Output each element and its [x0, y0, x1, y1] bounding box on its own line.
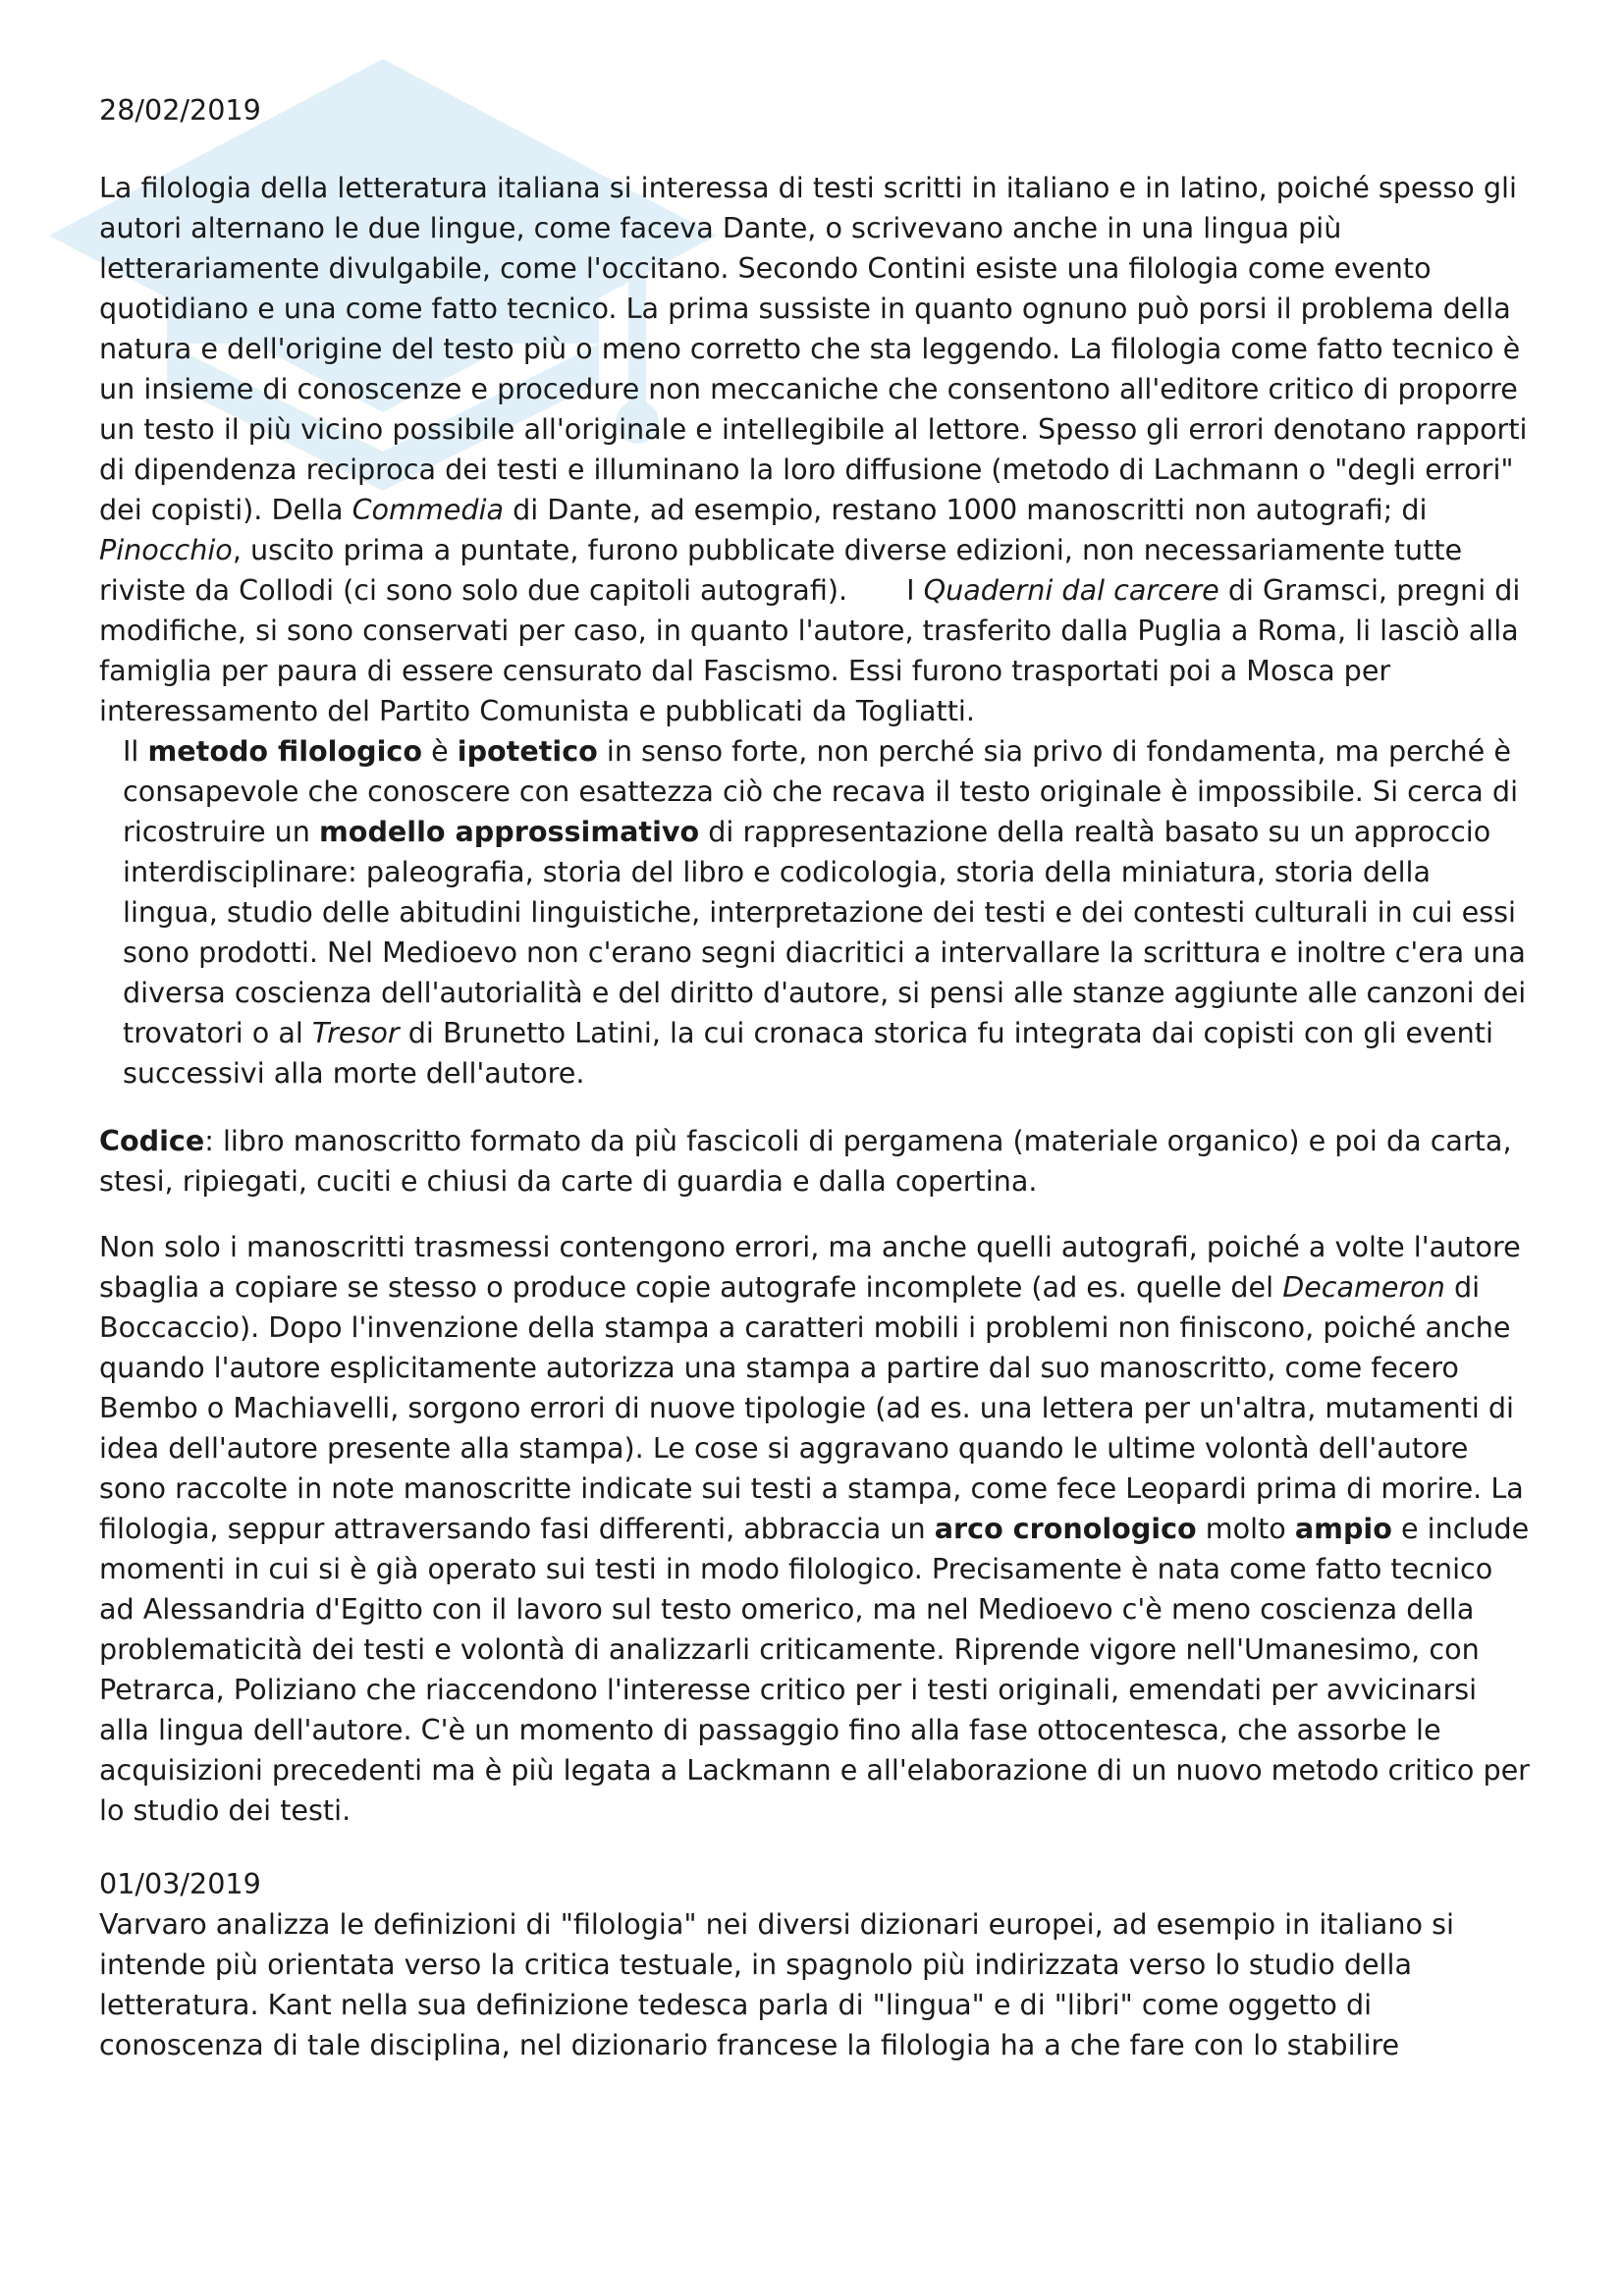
term-metodo-filologico: metodo filologico — [147, 734, 422, 768]
term-arco-cronologico: arco cronologico — [934, 1512, 1197, 1545]
term-ampio: ampio — [1294, 1512, 1392, 1545]
term-ipotetico: ipotetico — [457, 734, 598, 768]
term-codice: Codice — [99, 1124, 205, 1157]
date-heading: 01/03/2019 — [99, 1867, 261, 1900]
title-commedia: Commedia — [352, 493, 504, 526]
paragraph-intro: La filologia della letteratura italiana si interessa di testi scritti in italiano e in latino, poiché spesso gli autori alternano le due lingue, come faceva Dante, o scrivevano anche in una lingua più letterariamente divulgabile, come l'occitano. Secondo Contini esiste una filologia come evento quotidiano e una come fatto tecnico. La prima sussiste in quanto ognuno può porsi il problema della natura e dell'origine del testo più o meno corretto che sta leggendo. La filologia come fatto tecnico è un insieme di conoscenze e procedure non meccaniche che consentono all'editore critico di proporre un testo il più vicino possibile all'originale e intellegibile al lettore. Spesso gli errori denotano rapporti di dipendenza reciproca dei testi e illuminano la loro diffusione (metodo di Lachmann o "degli errori" dei copisti). Della Commedia di Dante, ad esempio, restano 1000 manoscritti non autografi; di Pinocchio, uscito prima a puntate, furono pubblicate diverse edizioni, non necessariamente tutte riviste da Collodi (ci sono solo due capitoli autografi). I Quaderni dal carcere di Gramsci, pregni di modifiche, si sono conservati per caso, in quanto l'autore, trasferito dalla Puglia a Roma, li lasciò alla famiglia per paura di essere censurato dal Fascismo. Essi furono trasportati poi a Mosca per interessamento del Partito Comunista e pubblicati da Togliatti. — [99, 171, 1528, 727]
date-heading: 28/02/2019 — [99, 93, 261, 127]
title-quaderni: Quaderni dal carcere — [923, 573, 1219, 607]
paragraph-varvaro: Varvaro analizza le definizioni di "filologia" nei diversi dizionari europei, ad esempio in italiano si intende più orientata verso la critica testuale, in spagnolo più indirizzata verso lo studio della letteratura. Kant nella sua definizione tedesca parla di "lingua" e di "libri" come oggetto di conoscenza di tale disciplina, nel dizionario francese la filologia ha a che fare con lo stabilire — [99, 1907, 1454, 2061]
document-page — [99, 90, 1533, 2065]
title-pinocchio: Pinocchio — [99, 533, 233, 566]
paragraph-codice: Codice: libro manoscritto formato da più fascicoli di pergamena (materiale organico) e poi da carta, stesi, ripiegati, cuciti e chiusi da carte di guardia e dalla copertina. — [99, 1124, 1512, 1198]
term-modello-approssimativo: modello approssimativo — [319, 815, 700, 848]
paragraph-errori: Non solo i manoscritti trasmessi contengono errori, ma anche quelli autografi, poiché a volte l'autore sbaglia a copiare se stesso o produce copie autografe incomplete (ad es. quelle del Decameron di Boccaccio). Dopo l'invenzione della stampa a caratteri mobili i problemi non finiscono, poiché anche quando l'autore esplicitamente autorizza una stampa a partire dal suo manoscritto, come fecero Bembo o Machiavelli, sorgono errori di nuove tipologie (ad es. una lettera per un'altra, mutamenti di idea dell'autore presente alla stampa). Le cose si aggravano quando le ultime volontà dell'autore sono raccolte in note manoscritte indicate sui testi a stampa, come fece Leopardi prima di morire. La filologia, seppur attraversando fasi differenti, abbraccia un arco cronologico molto ampio e include momenti in cui si è già operato sui testi in modo filologico. Precisamente è nata come fatto tecnico ad Alessandria d'Egitto con il lavoro sul testo omerico, ma nel Medioevo c'è meno coscienza della problematicità dei testi e volontà di analizzarli criticamente. Riprende vigore nell'Umanesimo, con Petrarca, Poliziano che riaccendono l'interesse critico per i testi originali, emendati per avvicinarsi alla lingua dell'autore. C'è un momento di passaggio fino alla fase ottocentesca, che assorbe le acquisizioni precedenti ma è più legata a Lackmann e all'elaborazione di un nuovo metodo critico per lo studio dei testi. — [99, 1230, 1530, 1827]
paragraph-metodo: Il metodo filologico è ipotetico in senso forte, non perché sia privo di fondamenta, ma perché è consapevole che conoscere con esattezza ciò che recava il testo originale è impossibile. Si cerca di ricostruire un modello approssimativo di rappresentazione della realtà basato su un approccio interdisciplinare: paleografia, storia del libro e codicologia, storia della miniatura, storia della lingua, studio delle abitudini linguistiche, interpretazione dei testi e dei contesti culturali in cui essi sono prodotti. Nel Medioevo non c'erano segni diacritici a intervallare la scrittura e inoltre c'era una diversa coscienza dell'autorialità e del diritto d'autore, si pensi alle stanze aggiunte alle canzoni dei trovatori o al Tresor di Brunetto Latini, la cui cronaca storica fu integrata dai copisti con gli eventi successivi alla morte dell'autore. — [123, 734, 1527, 1090]
title-tresor: Tresor — [311, 1016, 400, 1049]
title-decameron: Decameron — [1282, 1270, 1445, 1304]
